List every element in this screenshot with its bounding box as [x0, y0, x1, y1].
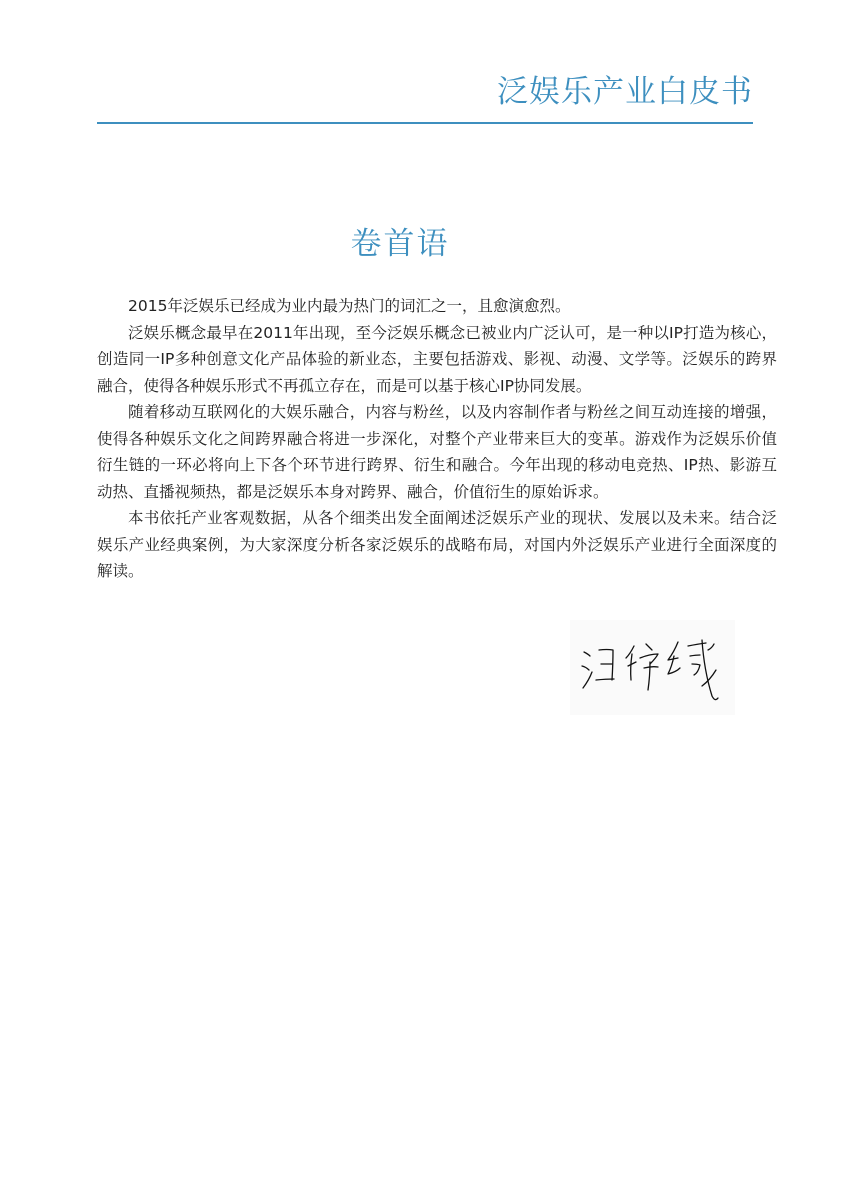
preface-title: 卷首语	[350, 226, 450, 262]
preface-body	[97, 293, 777, 585]
page-header	[97, 72, 753, 124]
preface-paragraph: 本书依托产业客观数据，从各个细类出发全面阐述泛娱乐产业的现状、发展以及未来。结合泛娱乐产业经典案例，为大家深度分析各家泛娱乐的战略布局，对国内外泛娱乐产业进行全面深度的解读。	[97, 509, 777, 580]
preface-paragraph: 2015年泛娱乐已经成为业内最为热门的词汇之一，且愈演愈烈。	[128, 297, 571, 315]
preface-paragraph: 随着移动互联网化的大娱乐融合，内容与粉丝，以及内容制作者与粉丝之间互动连接的增强，使得各种娱乐文化之间跨界融合将进一步深化，对整个产业带来巨大的变革。游戏作为泛娱乐价值衍生链的一环必将向上下各个环节进行跨界、衍生和融合。今年出现的移动电竞热、IP热、影游互动热、直播视频热，都是泛娱乐本身对跨界、融合，价值衍生的原始诉求。	[97, 403, 777, 501]
preface-paragraph: 泛娱乐概念最早在2011年出现，至今泛娱乐概念已被业内广泛认可，是一种以IP打造为核心，创造同一IP多种创意文化产品体验的新业态，主要包括游戏、影视、动漫、文学等。泛娱乐的跨界融合，使得各种娱乐形式不再孤立存在，而是可以基于核心IP协同发展。	[97, 323, 777, 395]
signature-image	[570, 620, 735, 715]
handwritten-signature	[570, 620, 735, 715]
document-title: 泛娱乐产业白皮书	[497, 74, 753, 110]
